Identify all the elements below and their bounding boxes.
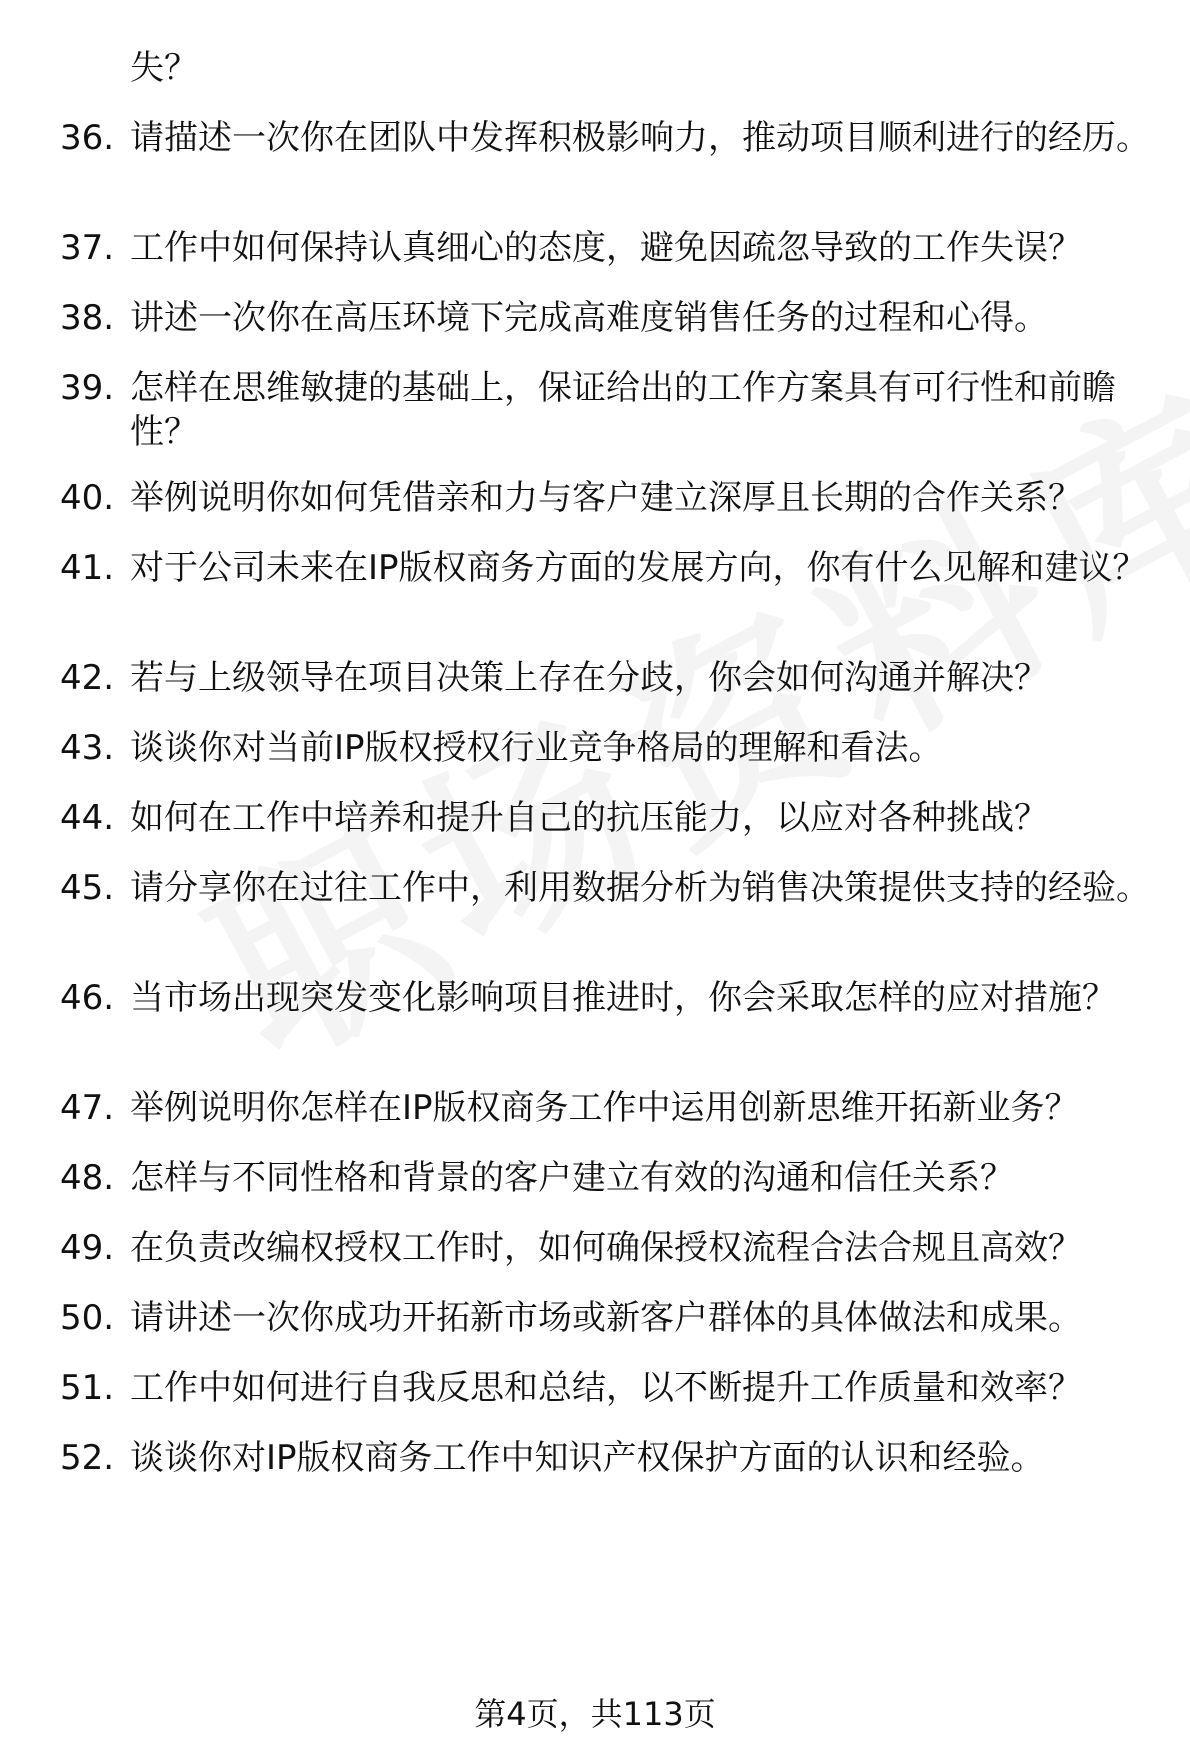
question-text: 谈谈你对IP版权商务工作中知识产权保护方面的认识和经验。 [130, 1438, 1045, 1478]
question-text: 工作中如何进行自我反思和总结，以不断提升工作质量和效率？ [130, 1368, 1082, 1408]
question-number: 36. [60, 118, 115, 158]
question-number: 49. [60, 1228, 115, 1268]
question-number: 48. [60, 1158, 115, 1198]
question-number: 42. [60, 658, 115, 698]
question-text: 怎样在思维敏捷的基础上，保证给出的工作方案具有可行性和前瞻性？ [130, 368, 1116, 452]
question-number: 43. [60, 728, 115, 768]
question-text: 工作中如何保持认真细心的态度，避免因疏忽导致的工作失误？ [130, 228, 1082, 268]
question-text: 讲述一次你在高压环境下完成高难度销售任务的过程和心得。 [130, 298, 1048, 338]
question-number: 37. [60, 228, 115, 268]
question-text: 举例说明你如何凭借亲和力与客户建立深厚且长期的合作关系？ [130, 478, 1082, 518]
question-text: 当市场出现突发变化影响项目推进时，你会采取怎样的应对措施？ [130, 978, 1116, 1018]
question-number: 45. [60, 868, 115, 908]
question-text: 失？ [130, 48, 198, 88]
page-footer: 第4页，共113页 [474, 1695, 716, 1733]
question-text: 在负责改编权授权工作时，如何确保授权流程合法合规且高效？ [130, 1228, 1082, 1268]
question-number: 39. [60, 368, 115, 408]
question-text: 请讲述一次你成功开拓新市场或新客户群体的具体做法和成果。 [130, 1298, 1082, 1338]
question-number: 47. [60, 1088, 115, 1128]
question-text: 若与上级领导在项目决策上存在分歧，你会如何沟通并解决？ [130, 658, 1048, 698]
question-number: 38. [60, 298, 115, 338]
question-number: 44. [60, 798, 115, 838]
question-text: 请分享你在过往工作中，利用数据分析为销售决策提供支持的经验。 [130, 868, 1150, 908]
question-number: 41. [60, 548, 115, 588]
question-text: 举例说明你怎样在IP版权商务工作中运用创新思维开拓新业务？ [130, 1088, 1079, 1128]
question-text: 如何在工作中培养和提升自己的抗压能力，以应对各种挑战？ [130, 798, 1048, 838]
question-text: 谈谈你对当前IP版权授权行业竞争格局的理解和看法。 [130, 728, 943, 768]
question-text: 怎样与不同性格和背景的客户建立有效的沟通和信任关系？ [130, 1158, 1014, 1198]
question-number: 40. [60, 478, 115, 518]
question-number: 52. [60, 1438, 115, 1478]
question-number: 46. [60, 978, 115, 1018]
question-text: 对于公司未来在IP版权商务方面的发展方向，你有什么见解和建议？ [130, 548, 1147, 588]
question-text: 请描述一次你在团队中发挥积极影响力，推动项目顺利进行的经历。 [130, 118, 1150, 158]
question-number: 50. [60, 1298, 115, 1338]
question-number: 51. [60, 1368, 115, 1408]
